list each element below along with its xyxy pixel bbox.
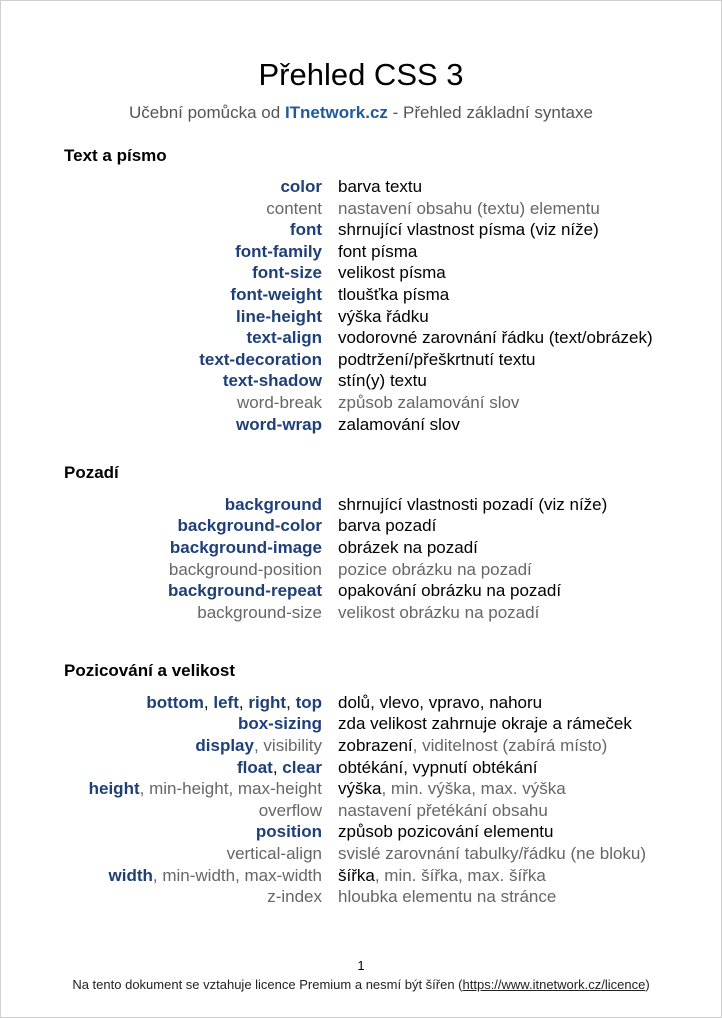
property-description bbox=[338, 865, 546, 887]
property-row bbox=[0, 778, 722, 800]
property-row bbox=[0, 713, 722, 735]
property-name: background-size bbox=[197, 603, 322, 622]
property-description: podtržení/přeškrtnutí textu bbox=[338, 350, 536, 369]
property-description bbox=[338, 800, 548, 822]
property-row bbox=[0, 515, 722, 537]
property-row bbox=[0, 843, 722, 865]
subtitle bbox=[0, 102, 722, 124]
license-link[interactable]: https://www.itnetwork.cz/licence bbox=[462, 977, 646, 992]
property-name-part: bottom bbox=[146, 693, 204, 712]
property-name: color bbox=[280, 177, 322, 196]
property-row bbox=[0, 198, 722, 220]
property-row bbox=[0, 306, 722, 328]
property-name bbox=[259, 800, 322, 822]
footer-suffix: ) bbox=[645, 977, 650, 992]
property-name bbox=[267, 886, 322, 908]
property-description-part: šířka bbox=[338, 866, 375, 885]
property-name: font bbox=[289, 220, 322, 239]
property-description: shrnující vlastnosti pozadí (viz níže) bbox=[338, 495, 608, 514]
property-name-part: display bbox=[195, 736, 254, 755]
property-name-part: position bbox=[255, 822, 322, 841]
property-row bbox=[0, 692, 722, 714]
property-description: stín(y) textu bbox=[338, 371, 427, 390]
property-name: content bbox=[266, 199, 322, 218]
property-description: pozice obrázku na pozadí bbox=[338, 560, 532, 579]
property-row bbox=[0, 284, 722, 306]
property-name-part: z-index bbox=[267, 887, 322, 906]
property-description-part: zda velikost zahrnuje okraje a rámeček bbox=[338, 714, 632, 733]
property-description: nastavení obsahu (textu) elementu bbox=[338, 199, 600, 218]
property-name bbox=[256, 821, 322, 843]
property-row bbox=[0, 757, 722, 779]
property-description-part: nastavení přetékání obsahu bbox=[338, 801, 548, 820]
property-description bbox=[338, 713, 632, 735]
property-description: způsob zalamování slov bbox=[338, 393, 520, 412]
property-description: výška řádku bbox=[338, 307, 429, 326]
property-name: text-align bbox=[246, 328, 322, 347]
brand-link[interactable]: ITnetwork.cz bbox=[284, 103, 388, 122]
property-name: background-image bbox=[169, 538, 322, 557]
property-name: font-family bbox=[235, 242, 322, 261]
property-row bbox=[0, 219, 722, 241]
property-row bbox=[0, 821, 722, 843]
footer-license bbox=[0, 977, 722, 993]
property-name-part: clear bbox=[282, 758, 322, 777]
property-description bbox=[338, 692, 542, 714]
property-description: barva textu bbox=[338, 177, 423, 196]
page-number: 1 bbox=[357, 958, 365, 973]
property-description-part: obtékání, vypnutí obtékání bbox=[338, 758, 538, 777]
property-description bbox=[338, 886, 556, 908]
property-row bbox=[0, 494, 722, 516]
property-name: background-repeat bbox=[168, 581, 322, 600]
property-name-part: , bbox=[238, 693, 249, 712]
property-row bbox=[0, 327, 722, 349]
property-name bbox=[227, 843, 322, 865]
property-description-part: dolů, vlevo, vpravo, nahoru bbox=[338, 693, 543, 712]
property-name-part: right bbox=[248, 693, 287, 712]
property-name-part: width bbox=[108, 866, 153, 885]
section-title: Pozadí bbox=[64, 463, 119, 482]
subtitle-suffix: - Přehled základní syntaxe bbox=[387, 103, 593, 122]
footer-prefix: Na tento dokument se vztahuje licence Premium a nesmí být šířen ( bbox=[72, 977, 463, 992]
property-description-part: hloubka elementu na stránce bbox=[338, 887, 557, 906]
property-name: font-weight bbox=[230, 285, 322, 304]
property-name bbox=[195, 735, 322, 757]
property-description bbox=[338, 778, 566, 800]
property-name-part: , bbox=[203, 693, 214, 712]
property-row bbox=[0, 392, 722, 414]
property-row bbox=[0, 241, 722, 263]
page-title: Přehled CSS 3 bbox=[258, 57, 464, 92]
property-row bbox=[0, 559, 722, 581]
property-name-part: float bbox=[236, 758, 273, 777]
property-name-part: overflow bbox=[258, 801, 322, 820]
property-name-part: , min-width, max-width bbox=[152, 866, 322, 885]
property-row bbox=[0, 800, 722, 822]
property-row bbox=[0, 886, 722, 908]
property-name: background-position bbox=[168, 560, 322, 579]
property-row bbox=[0, 349, 722, 371]
property-row bbox=[0, 262, 722, 284]
property-row bbox=[0, 414, 722, 436]
property-description: obrázek na pozadí bbox=[338, 538, 478, 557]
property-name bbox=[238, 713, 322, 735]
property-row bbox=[0, 176, 722, 198]
property-name: line-height bbox=[236, 307, 322, 326]
property-name-part: height bbox=[88, 779, 140, 798]
property-name: font-size bbox=[252, 263, 322, 282]
property-name-part: box-sizing bbox=[237, 714, 322, 733]
property-description-part: , min. šířka, max. šířka bbox=[374, 866, 546, 885]
property-description bbox=[338, 843, 646, 865]
section-title: Pozicování a velikost bbox=[64, 661, 236, 680]
property-name-part: top bbox=[295, 693, 322, 712]
property-name: word-wrap bbox=[236, 415, 322, 434]
property-description-part: zobrazení bbox=[338, 736, 413, 755]
property-name-part: vertical-align bbox=[226, 844, 322, 863]
property-description bbox=[338, 735, 607, 757]
property-name bbox=[146, 692, 322, 714]
property-description: tloušťka písma bbox=[338, 285, 450, 304]
property-row bbox=[0, 735, 722, 757]
property-description-part: , viditelnost (zabírá místo) bbox=[412, 736, 608, 755]
section-title: Text a písmo bbox=[64, 146, 167, 165]
property-description: shrnující vlastnost písma (viz níže) bbox=[338, 220, 599, 239]
property-name-part: , bbox=[286, 693, 296, 712]
property-name: word-break bbox=[236, 393, 322, 412]
property-name bbox=[237, 757, 322, 779]
property-name: text-shadow bbox=[222, 371, 322, 390]
property-name: background bbox=[224, 495, 322, 514]
property-description: barva pozadí bbox=[338, 516, 437, 535]
property-description-part: způsob pozicování elementu bbox=[338, 822, 554, 841]
property-name bbox=[89, 778, 322, 800]
property-row bbox=[0, 370, 722, 392]
property-name-part: , visibility bbox=[253, 736, 322, 755]
property-description: vodorovné zarovnání řádku (text/obrázek) bbox=[338, 328, 653, 347]
property-description-part: svislé zarovnání tabulky/řádku (ne bloku) bbox=[338, 844, 647, 863]
property-name: background-color bbox=[177, 516, 322, 535]
property-name: text-decoration bbox=[199, 350, 322, 369]
property-description: opakování obrázku na pozadí bbox=[338, 581, 562, 600]
property-description: velikost obrázku na pozadí bbox=[338, 603, 540, 622]
property-description-part: , min. výška, max. výška bbox=[381, 779, 566, 798]
property-name-part: , bbox=[272, 758, 283, 777]
property-description bbox=[338, 757, 537, 779]
property-row bbox=[0, 537, 722, 559]
property-row bbox=[0, 865, 722, 887]
property-description bbox=[338, 821, 553, 843]
property-description: font písma bbox=[338, 242, 418, 261]
property-name-part: , min-height, max-height bbox=[139, 779, 322, 798]
property-row bbox=[0, 602, 722, 624]
property-description: velikost písma bbox=[338, 263, 446, 282]
subtitle-prefix: Učební pomůcka od bbox=[129, 103, 285, 122]
property-name bbox=[109, 865, 323, 887]
property-name-part: left bbox=[213, 693, 239, 712]
property-description: zalamování slov bbox=[338, 415, 460, 434]
property-description-part: výška bbox=[338, 779, 382, 798]
property-row bbox=[0, 580, 722, 602]
